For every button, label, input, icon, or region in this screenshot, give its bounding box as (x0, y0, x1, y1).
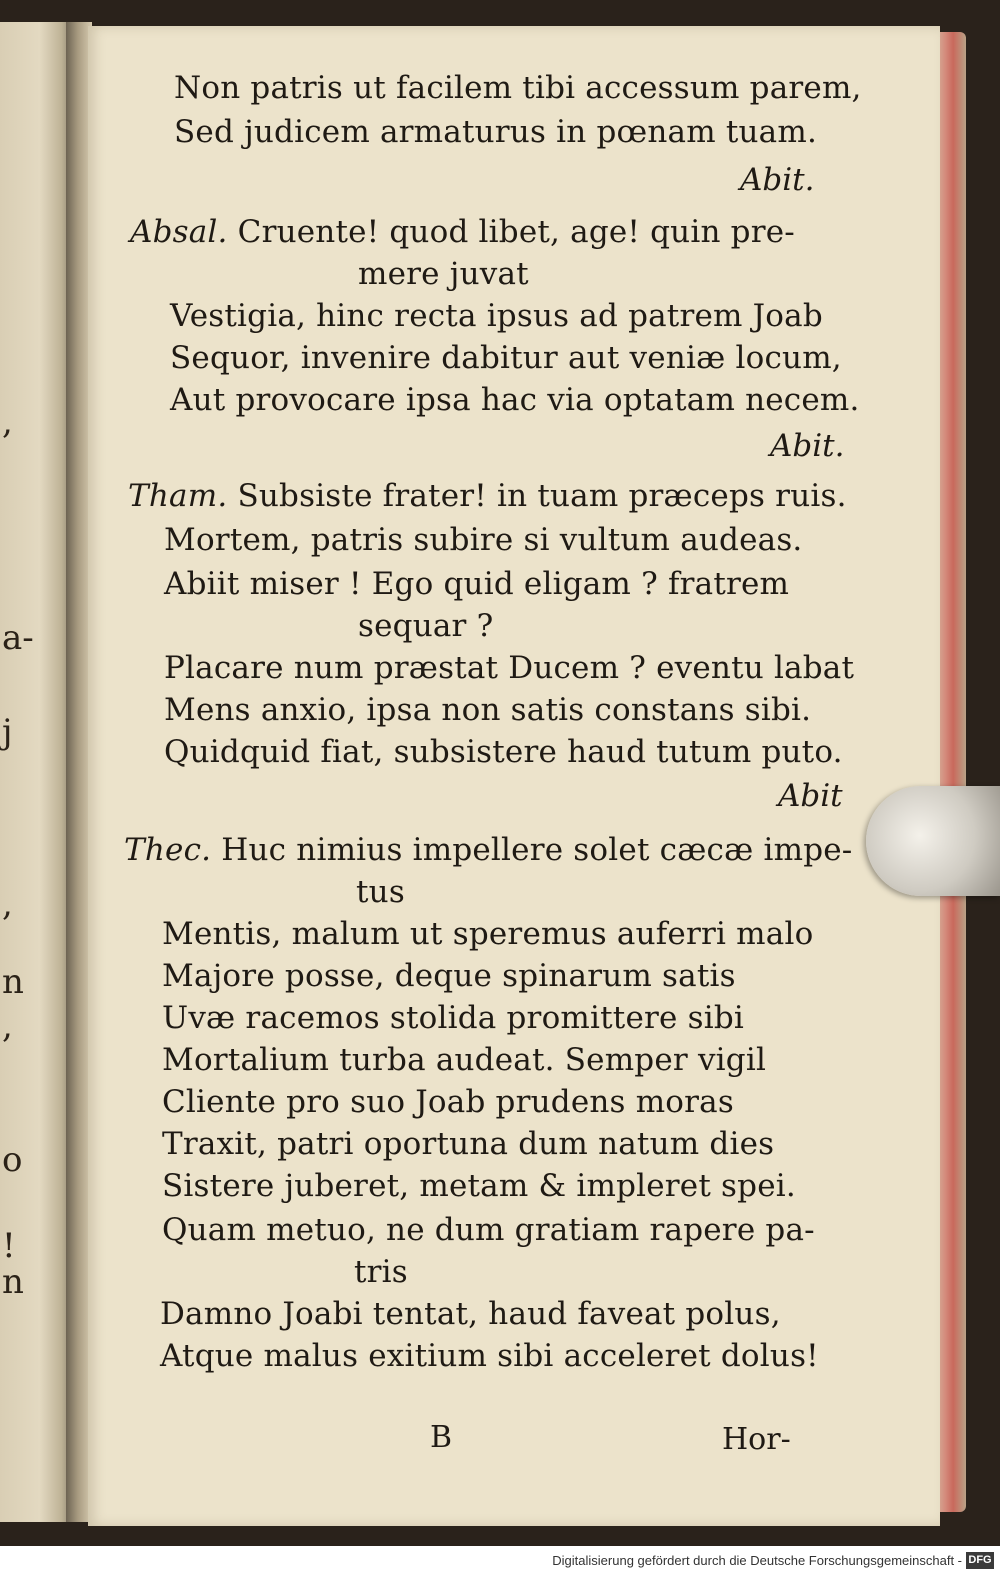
verse-line: Quidquid fiat, subsistere haud tutum puto. (164, 734, 843, 770)
speaker-name: Absal. (130, 214, 228, 250)
stage-direction: Abit. (770, 428, 845, 464)
left-fragment: ! (2, 1226, 16, 1266)
verse-line: Damno Joabi tentat, haud faveat polus, (160, 1296, 781, 1332)
page-clip-holder (866, 786, 1000, 896)
verse-line-continuation: sequar ? (358, 608, 494, 644)
verse-line: Sequor, invenire dabitur aut veniæ locum, (170, 340, 842, 376)
verse-line: Mortem, patris subire si vultum audeas. (164, 522, 803, 558)
credit-text: Digitalisierung gefördert durch die Deutsche Forschungsgemeinschaft - (552, 1553, 962, 1568)
left-fragment: , (2, 884, 13, 924)
facing-page-left (0, 22, 72, 1522)
verse-line: Vestigia, hinc recta ipsus ad patrem Joab (170, 298, 823, 334)
speaker-name: Tham. (128, 478, 228, 514)
verse-line-continuation: mere juvat (358, 256, 529, 292)
left-fragment: j (2, 712, 13, 752)
verse-line: Atque malus exitium sibi acceleret dolus! (160, 1338, 819, 1374)
verse-line: Placare num præstat Ducem ? eventu labat (164, 650, 855, 686)
verse-line: Mentis, malum ut speremus auferri malo (162, 916, 814, 952)
verse-line: Sistere juberet, metam & impleret spei. (162, 1168, 796, 1204)
verse-text: Huc nimius impellere solet cæcæ impe- (221, 832, 853, 868)
left-fragment: a- (2, 618, 34, 658)
verse-text: Cruente! quod libet, age! quin pre- (237, 214, 795, 250)
book-page (88, 26, 940, 1526)
verse-line: Traxit, patri oportuna dum natum dies (162, 1126, 775, 1162)
verse-line-continuation: tris (354, 1254, 408, 1290)
stage-direction: Abit. (740, 162, 815, 198)
left-fragment: , (2, 402, 13, 442)
left-fragment: n (2, 962, 24, 1002)
stage-direction: Abit (778, 778, 843, 814)
left-fragment: n (2, 1262, 24, 1302)
verse-line: Aut provocare ipsa hac via optatam necem. (170, 382, 860, 418)
verse-line: Non patris ut facilem tibi accessum parem, (174, 70, 862, 106)
left-fragment: , (2, 1006, 13, 1046)
verse-line-continuation: tus (356, 874, 405, 910)
verse-text: Subsiste frater! in tuam præceps ruis. (237, 478, 847, 514)
speaker-name: Thec. (124, 832, 212, 868)
catchword: Hor- (722, 1422, 791, 1457)
verse-line: Mortalium turba audeat. Semper vigil (162, 1042, 767, 1078)
speech-start (128, 478, 847, 514)
dfg-logo-badge: DFG (966, 1552, 994, 1569)
left-fragment: o (2, 1140, 23, 1180)
verse-line: Mens anxio, ipsa non satis constans sibi. (164, 692, 812, 728)
verse-line: Sed judicem armaturus in pœnam tuam. (174, 114, 818, 150)
speech-start (124, 832, 852, 868)
signature-mark: B (430, 1420, 453, 1455)
speech-start (130, 214, 795, 250)
verse-line: Uvæ racemos stolida promittere sibi (162, 1000, 744, 1036)
verse-line: Quam metuo, ne dum gratiam rapere pa- (162, 1212, 815, 1248)
verse-line: Majore posse, deque spinarum satis (162, 958, 736, 994)
verse-line: Abiit miser ! Ego quid eligam ? fratrem (164, 566, 790, 602)
verse-line: Cliente pro suo Joab prudens moras (162, 1084, 734, 1120)
